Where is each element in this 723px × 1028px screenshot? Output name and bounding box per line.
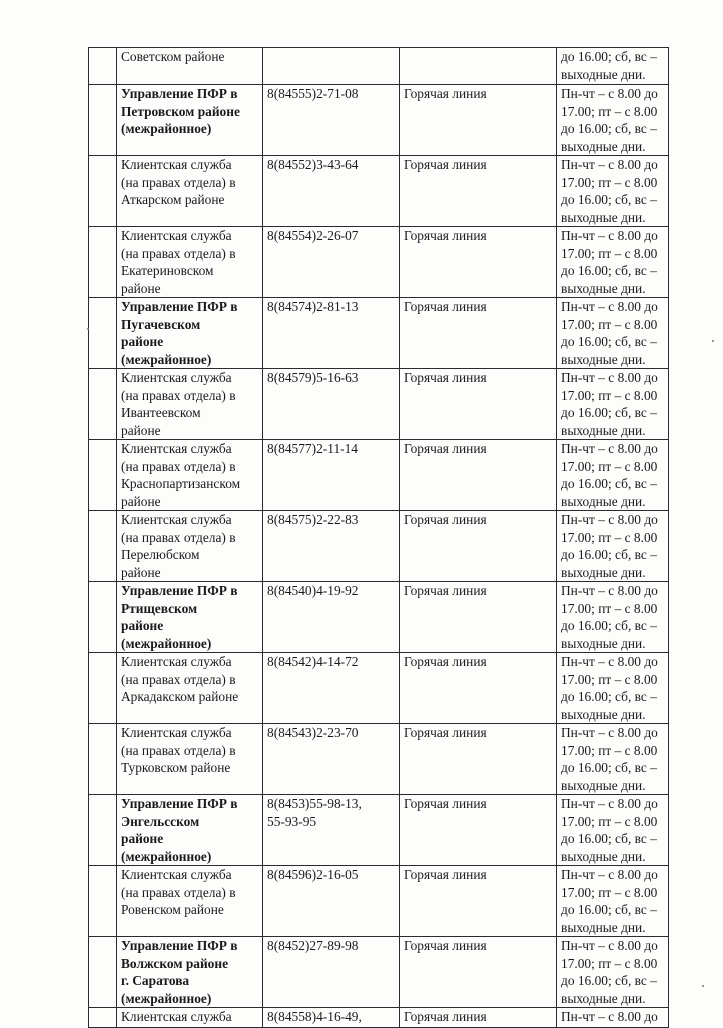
phone-cell [263,795,400,866]
line-type-cell [400,866,557,937]
office-name-cell [117,653,263,724]
working-hours-cell [557,937,669,1008]
line-type-cell-text: Горячая линия [404,299,487,314]
phone-cell-text: 8(84552)3-43-64 [267,157,359,172]
line-type-cell [400,369,557,440]
line-type-cell [400,937,557,1008]
office-name-cell-text: Управление ПФР в Ртищевском районе (межрайонное) [121,583,238,651]
table-row [89,440,669,511]
row-margin-cell [89,227,117,298]
row-margin-cell [89,85,117,156]
working-hours-cell [557,653,669,724]
working-hours-cell-text: Пн-чт – с 8.00 до 17.00; пт – с 8.00 до 16.00; сб, вс – выходные дни. [561,796,658,864]
line-type-cell [400,156,557,227]
row-margin-cell [89,582,117,653]
phone-cell [263,369,400,440]
working-hours-cell [557,369,669,440]
line-type-cell-text: Горячая линия [404,370,487,385]
table-row [89,724,669,795]
line-type-cell-text: Горячая линия [404,228,487,243]
row-margin-cell [89,369,117,440]
working-hours-cell [557,724,669,795]
office-name-cell-text: Клиентская служба [121,1009,232,1024]
working-hours-cell-text: Пн-чт – с 8.00 до 17.00; пт – с 8.00 до 16.00; сб, вс – выходные дни. [561,654,658,722]
office-name-cell-text: Управление ПФР в Энгельсском районе (межрайонное) [121,796,238,864]
working-hours-cell [557,1008,669,1028]
phone-cell-text: 8(84555)2-71-08 [267,86,359,101]
working-hours-cell [557,85,669,156]
table-row [89,653,669,724]
office-name-cell-text: Управление ПФР в Пугачевском районе (межрайонное) [121,299,238,367]
phone-cell [263,156,400,227]
table-row [89,156,669,227]
phone-cell-text: 8(84579)5-16-63 [267,370,359,385]
table-row [89,48,669,85]
table-row [89,298,669,369]
working-hours-cell [557,156,669,227]
working-hours-cell-text: Пн-чт – с 8.00 до 17.00; пт – с 8.00 до 16.00; сб, вс – выходные дни. [561,725,658,793]
phone-cell [263,48,400,85]
working-hours-cell-text: Пн-чт – с 8.00 до 17.00; пт – с 8.00 до 16.00; сб, вс – выходные дни. [561,299,658,367]
working-hours-cell-text: Пн-чт – с 8.00 до 17.00; пт – с 8.00 до 16.00; сб, вс – выходные дни. [561,512,658,580]
working-hours-cell-text: Пн-чт – с 8.00 до 17.00; пт – с 8.00 до 16.00; сб, вс – выходные дни. [561,228,658,296]
row-margin-cell [89,1008,117,1028]
office-name-cell-text: Клиентская служба (на правах отдела) в Аткарском районе [121,157,236,207]
row-margin-cell [89,48,117,85]
working-hours-cell-text: Пн-чт – с 8.00 до 17.00; пт – с 8.00 до 16.00; сб, вс – выходные дни. [561,441,658,509]
phone-cell-text: 8(84542)4-14-72 [267,654,359,669]
phone-cell [263,582,400,653]
line-type-cell-text: Горячая линия [404,867,487,882]
office-name-cell [117,724,263,795]
office-name-cell [117,227,263,298]
working-hours-cell-text: Пн-чт – с 8.00 до 17.00; пт – с 8.00 до 16.00; сб, вс – выходные дни. [561,938,658,1006]
office-name-cell [117,298,263,369]
line-type-cell [400,511,557,582]
phone-cell [263,298,400,369]
office-name-cell-text: Клиентская служба (на правах отдела) в Турковском районе [121,725,236,775]
table-row [89,795,669,866]
office-name-cell [117,866,263,937]
phone-cell [263,227,400,298]
phone-cell-text: 8(84596)2-16-05 [267,867,359,882]
row-margin-cell [89,298,117,369]
office-name-cell [117,582,263,653]
line-type-cell [400,227,557,298]
row-margin-cell [89,795,117,866]
working-hours-cell-text: Пн-чт – с 8.00 до 17.00; пт – с 8.00 до 16.00; сб, вс – выходные дни. [561,86,658,154]
table-row [89,85,669,156]
phone-cell [263,511,400,582]
row-margin-cell [89,156,117,227]
line-type-cell [400,440,557,511]
row-margin-cell [89,653,117,724]
line-type-cell-text: Горячая линия [404,583,487,598]
phone-cell-text: 8(84543)2-23-70 [267,725,359,740]
office-name-cell-text: Клиентская служба (на правах отдела) в Ровенском районе [121,867,236,917]
office-name-cell [117,156,263,227]
office-name-cell [117,511,263,582]
working-hours-cell [557,866,669,937]
office-name-cell [117,85,263,156]
office-name-cell [117,440,263,511]
table-body [89,48,669,1028]
phone-cell-text: 8(84574)2-81-13 [267,299,359,314]
line-type-cell-text: Горячая линия [404,441,487,456]
scan-speck [702,985,704,987]
working-hours-cell [557,582,669,653]
phone-cell-text: 8(84554)2-26-07 [267,228,359,243]
office-name-cell [117,48,263,85]
line-type-cell [400,795,557,866]
office-name-cell-text: Управление ПФР в Волжском районе г. Саратова (межрайонное) [121,938,238,1006]
office-name-cell-text: Клиентская служба (на правах отдела) в Краснопартизанском районе [121,441,241,509]
working-hours-cell-text: Пн-чт – с 8.00 до 17.00; пт – с 8.00 до 16.00; сб, вс – выходные дни. [561,157,658,225]
line-type-cell-text: Горячая линия [404,1009,487,1024]
working-hours-cell [557,227,669,298]
office-name-cell [117,795,263,866]
table-row [89,511,669,582]
office-name-cell [117,369,263,440]
line-type-cell-text: Горячая линия [404,725,487,740]
table-row [89,937,669,1008]
phone-cell [263,1008,400,1028]
line-type-cell [400,85,557,156]
phone-cell-text: 8(8452)27-89-98 [267,938,359,953]
office-name-cell-text: Клиентская служба (на правах отдела) в Перелюбском районе [121,512,236,580]
line-type-cell-text: Горячая линия [404,654,487,669]
phone-cell-text: 8(84575)2-22-83 [267,512,359,527]
line-type-cell-text: Горячая линия [404,86,487,101]
office-name-cell-text: Советском районе [121,49,225,64]
working-hours-cell [557,298,669,369]
line-type-cell [400,724,557,795]
phone-cell-text: 8(84577)2-11-14 [267,441,358,456]
working-hours-cell-text: Пн-чт – с 8.00 до 17.00; пт – с 8.00 до 16.00; сб, вс – выходные дни. [561,370,658,438]
phone-cell [263,85,400,156]
scan-speck [87,328,89,330]
row-margin-cell [89,937,117,1008]
phone-cell [263,866,400,937]
office-name-cell [117,937,263,1008]
row-margin-cell [89,511,117,582]
scan-speck [712,340,714,342]
line-type-cell [400,298,557,369]
line-type-cell [400,48,557,85]
line-type-cell [400,582,557,653]
office-name-cell-text: Клиентская служба (на правах отдела) в Аркадакском районе [121,654,239,704]
line-type-cell-text: Горячая линия [404,938,487,953]
table-row [89,582,669,653]
office-name-cell [117,1008,263,1028]
table-row [89,227,669,298]
phone-cell-text: 8(8453)55-98-13, 55-93-95 [267,796,362,829]
working-hours-cell-text: Пн-чт – с 8.00 до 17.00; пт – с 8.00 до 16.00; сб, вс – выходные дни. [561,583,658,651]
line-type-cell-text: Горячая линия [404,157,487,172]
contacts-table [88,47,669,1028]
phone-cell-text: 8(84558)4-16-49, [267,1009,362,1024]
line-type-cell-text: Горячая линия [404,512,487,527]
phone-cell [263,653,400,724]
working-hours-cell [557,795,669,866]
working-hours-cell [557,48,669,85]
row-margin-cell [89,724,117,795]
table-row [89,866,669,937]
working-hours-cell-text: Пн-чт – с 8.00 до 17.00; пт – с 8.00 до 16.00; сб, вс – выходные дни. [561,867,658,935]
line-type-cell [400,1008,557,1028]
table-row [89,369,669,440]
phone-cell [263,937,400,1008]
working-hours-cell-text: до 16.00; сб, вс – выходные дни. [561,49,657,82]
working-hours-cell [557,511,669,582]
phone-cell [263,440,400,511]
office-name-cell-text: Клиентская служба (на правах отдела) в Екатериновском районе [121,228,236,296]
row-margin-cell [89,866,117,937]
working-hours-cell-text: Пн-чт – с 8.00 до [561,1009,658,1024]
office-name-cell-text: Клиентская служба (на правах отдела) в Ивантеевском районе [121,370,236,438]
phone-cell [263,724,400,795]
office-name-cell-text: Управление ПФР в Петровском районе (межрайонное) [121,86,240,136]
working-hours-cell [557,440,669,511]
line-type-cell [400,653,557,724]
line-type-cell-text: Горячая линия [404,796,487,811]
row-margin-cell [89,440,117,511]
phone-cell-text: 8(84540)4-19-92 [267,583,359,598]
table-row [89,1008,669,1028]
